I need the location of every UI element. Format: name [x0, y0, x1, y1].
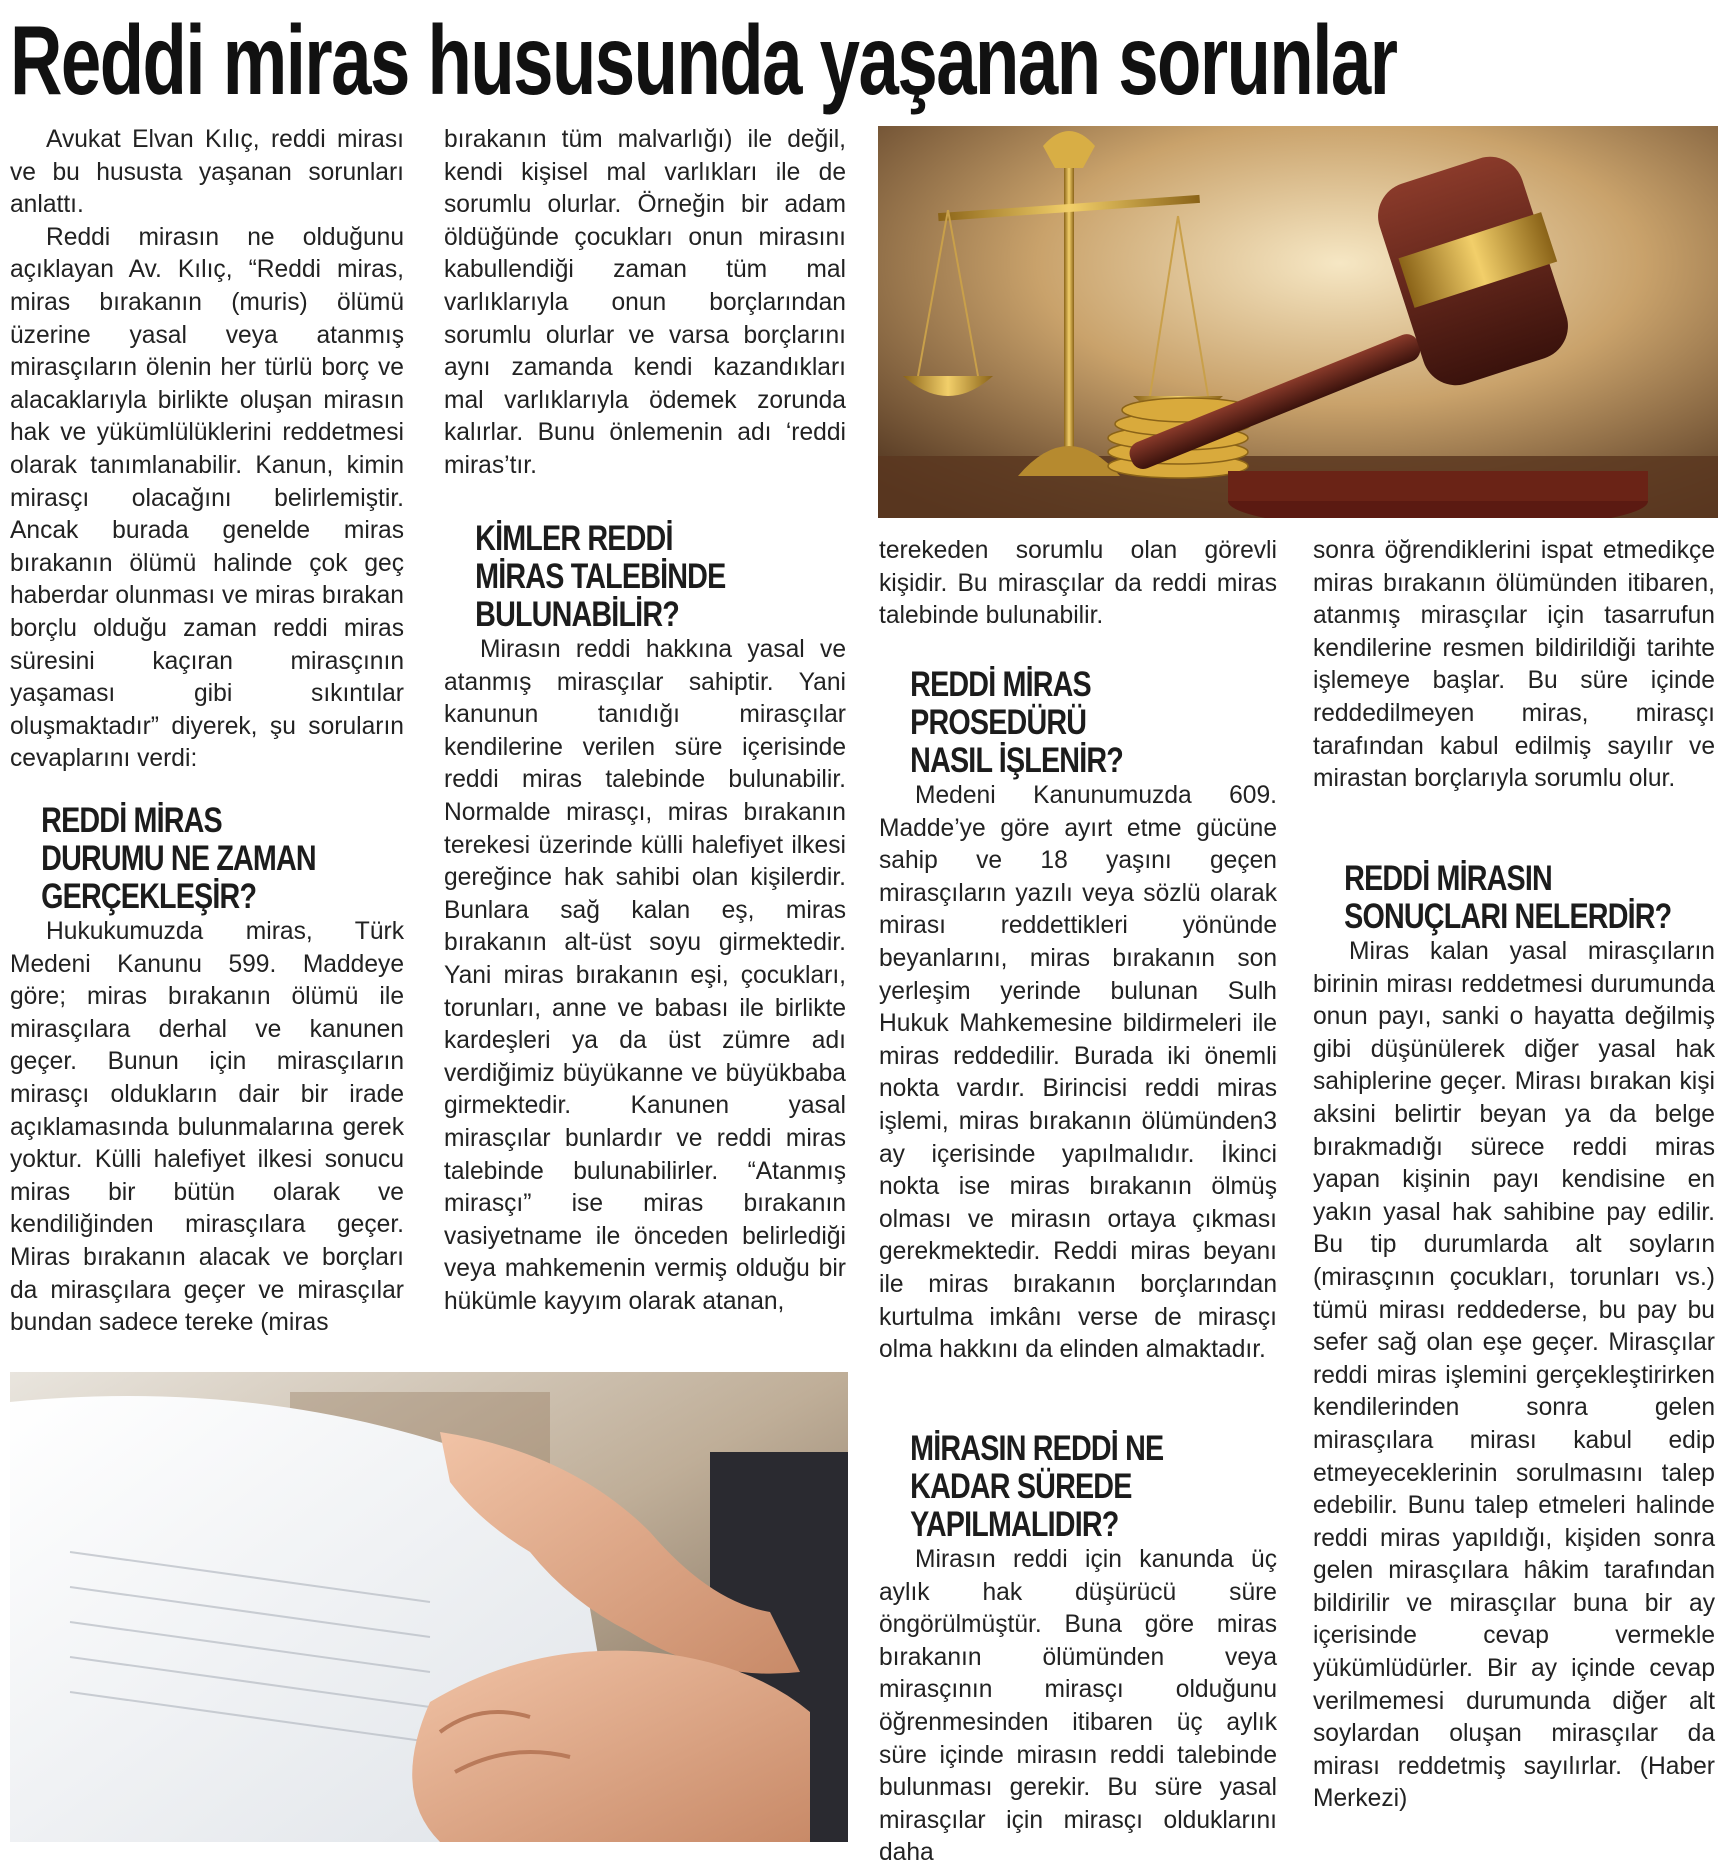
intro-paragraph: Avukat Elvan Kılıç, reddi mirası ve bu hususta yaşanan sorunları anlattı.	[10, 126, 404, 219]
section-heading: REDDİ MİRAS PROSEDÜRÜ NASIL İŞLENİR?	[910, 665, 1123, 780]
justice-scales-gavel-photo	[878, 126, 1718, 518]
section-heading: MİRASIN REDDİ NE KADAR SÜREDE YAPILMALIDIR?	[910, 1429, 1164, 1544]
article-column-2-top	[444, 124, 846, 483]
article-column-4-section	[1313, 860, 1715, 1816]
article-column-4-top	[1313, 535, 1715, 796]
body-paragraph: Miras kalan yasal mirasçıların birinin mirası reddetmesi durumunda onun payı, sanki o hayatta değilmiş gibi düşünülerek diğer yasal hak sahiplerine geçer. Mirası bırakan kişi aksini belirtir beyan ya da belge bırakmadığı sürece reddi miras yapan kişinin payı kendisine en yakın yasal hak sahibine pay edilir. Bu tip durumlarda alt soyların (mirasçının çocukları, torunları vs.) tümü mirası reddederse, bu pay bu sefer sağ olan eşe geçer. Mirasçılar reddi miras işlemini gerçekleştirirken kendilerinden sonra gelen mirasçılara mirası kabul edip etmeyeceklerinin sorulmasını talep edebilir. Bunu talep etmeleri halinde reddi miras yapıldığı, kişiden sonra gelen mirasçılara hâkim tarafından bildirilir ve mirasçılar buna bir ay içerisinde cevap vermekle yükümlüdürler. Bir ay içinde cevap verilmemesi durumunda diğer alt soylardan oluşan mirasçılar da mirası reddetmiş sayılırlar. (Haber Merkezi)	[1313, 938, 1715, 1813]
body-paragraph: Mirasın reddi hakkına yasal ve atanmış mirasçılar sahiptir. Yani kanunun tanıdığı mirasçılar kendilerine verilen süre içerisinde reddi miras talebinde bulunabilir. Normalde mirasçı, miras bırakanın terekesi üzerinde külli halefiyet ilkesi gereğince hak sahibi olan kişilerdir. Bunlara sağ kalan eş, miras bırakanın alt-üst soyu girmektedir. Yani miras bırakanın eşi, çocukları, torunları, anne ve babası ile birlikte kardeşleri ya da üst zümre adı verdiğimiz büyükanne ve büyükbaba girmektedir. Kanunen yasal mirasçılar bunlardır ve reddi miras talebinde bulunabilirler. “Atanmış mirasçı” ise miras bırakanın vasiyetname ile önceden belirlediği veya mahkemenin vermiş olduğu bir hükümle kayyım olarak atanan,	[444, 636, 846, 1315]
body-paragraph: Hukukumuzda miras, Türk Medeni Kanunu 599. Maddeye göre; miras bırakanın ölümü ile mirasçılara derhal ve kanunen geçer. Bunun için mirasçıların mirasçı oldukların dair bir irade açıklamasında bulunmalarına gerek yoktur. Külli halefiyet ilkesi sonucu miras bir bütün olarak ve kendiliğinden mirasçılara geçer. Miras bırakanın alacak ve borçları da mirasçılara geçer ve mirasçılar bundan sadece tereke (miras	[10, 918, 404, 1337]
body-paragraph: terekeden sorumlu olan görevli kişidir. Bu mirasçılar da reddi miras talebinde bulunabilir.	[879, 537, 1277, 630]
body-paragraph: bırakanın tüm malvarlığı) ile değil, kendi kişisel mal varlıkları ile de sorumlu olurlar. Örneğin bir adam öldüğünde çocukları onun mirasını kabullendiği zaman tüm mal varlıklarıyla onun borçlarından sorumlu olurlar ve varsa borçlarını aynı zamanda kendi kazandıkları mal varlıklarıyla ödemek zorunda kalırlar. Bunu önlemenin adı ‘reddi miras’tır.	[444, 126, 846, 479]
headline: Reddi miras hususunda yaşanan sorunlar	[10, 5, 1397, 115]
section-heading: REDDİ MİRASIN SONUÇLARI NELERDİR?	[1344, 859, 1672, 936]
body-paragraph: Mirasın reddi için kanunda üç aylık hak düşürücü süre öngörülmüştür. Buna göre miras bırakanın ölümünden veya mirasçının mirasçı olduğunu öğrenmesinden itibaren üç aylık süre içinde mirasın reddi talebinde bulunması gerekir. Bu süre yasal mirasçılar için mirasçı olduklarını daha	[879, 1546, 1277, 1867]
section-heading: KİMLER REDDİ MİRAS TALEBİNDE BULUNABİLİR?	[475, 519, 726, 634]
body-paragraph: sonra öğrendiklerini ispat etmedikçe miras bırakanın ölümünden itibaren, atanmış mirasçılar için tasarrufun kendilerine resmen bildirildiği tarihte işlemeye başlar. Bu süre içinde reddedilmeyen miras, mirasçı tarafından kabul edilmiş sayılır ve mirastan borçlarıyla sorumlu olur.	[1313, 537, 1715, 793]
article-column-1-intro	[10, 124, 404, 776]
intro-paragraph: Reddi mirasın ne olduğunu açıklayan Av. Kılıç, “Reddi miras, miras bırakanın (muris) ölümü üzerine yasal veya atanmış mirasçıların ölenin her türlü borç ve alacaklarıyla birlikte oluşan mirasın hak ve yükümlülüklerini reddetmesi olarak tanımlanabilir. Kanun, kimin mirasçı olacağını belirlemiştir. Ancak burada genelde miras bırakanın ölümü halinde çok geç haberdar olunması ve miras bırakan borçlu olduğu zaman reddi miras süresini kaçıran mirasçının yaşaması gibi sıkıntılar oluşmaktadır” diyerek, şu soruların cevaplarını verdi:	[10, 223, 404, 773]
body-paragraph: Medeni Kanunumuzda 609. Madde’ye göre ayırt etme gücüne sahip ve 18 yaşını geçen mirasçıların yazılı veya sözlü olarak mirası reddettikleri yönünde beyanlarını, miras bırakanın son yerleşim yerinde bulunan Sulh Hukuk Mahkemesine bildirmeleri ile miras reddedilir. Burada iki önemli nokta vardır. Birincisi reddi miras işlemi, miras bırakanın ölümünden3 ay içerisinde yapılmalıdır. İkinci nokta ise miras bırakanın ölmüş olması ve mirasın ortaya çıkması gerekmektedir. Reddi miras beyanı ile miras bırakanın borçlarından kurtulma imkânı verse de mirasçı olma hakkını da elinden almaktadır.	[879, 782, 1277, 1364]
article-column-3-section	[879, 666, 1277, 1367]
article-column-3-section-4	[879, 1430, 1277, 1870]
article-column-3-top	[879, 535, 1277, 633]
section-heading: REDDİ MİRAS DURUMU NE ZAMAN GERÇEKLEŞİR?	[41, 801, 316, 916]
article-column-2-section	[444, 520, 846, 1318]
article-column-1-section	[10, 802, 404, 1340]
hands-document-photo	[10, 1372, 848, 1842]
